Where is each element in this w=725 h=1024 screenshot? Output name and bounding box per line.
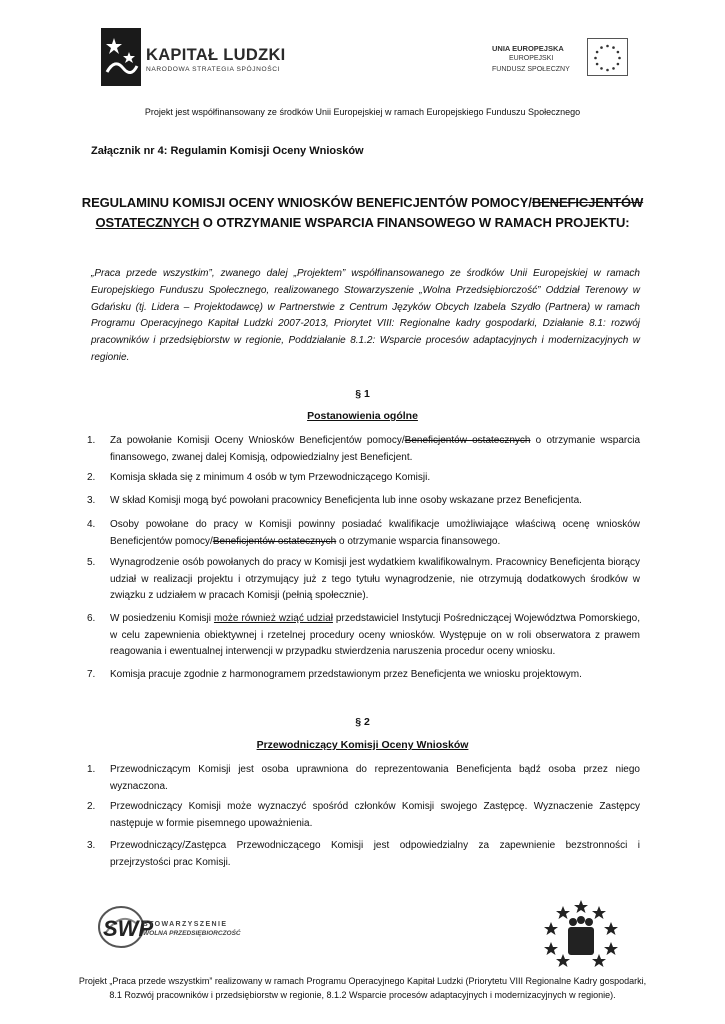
swp-logo-letters: SWP <box>103 916 154 941</box>
list-item-text: Wynagrodzenie osób powołanych do pracy w Komisji jest wydatkiem kwalifikowalnym. Pracownicy Beneficjenta biorący udział w realizacji projektu i otrzymujący już z tego tytułu wynagrodzenie, nie otrzymują dodatkowych środków w związku z udziałem w pracach Komisji (pełnią społecznie). <box>110 557 640 601</box>
annex-title: Załącznik nr 4: Regulamin Komisji Oceny Wniosków <box>91 145 364 157</box>
list-item-number: 2. <box>87 801 96 812</box>
main-title-part2: O OTRZYMANIE WSPARCIA FINANSOWEGO W RAMACH PROJEKTU: <box>199 215 630 230</box>
main-title-strike2: OSTATECZNYCH <box>95 215 200 230</box>
list-item-text: Przewodniczącym Komisji jest osoba uprawniona do reprezentowania Beneficjenta bądź osoba przez niego wyznaczona. <box>110 764 640 792</box>
list-item <box>87 667 640 684</box>
section2-symbol: § 2 <box>355 716 370 728</box>
list-item-number: 6. <box>87 613 96 624</box>
list-item-text: Za powołanie Komisji Oceny Wniosków Beneficjentów pomocy/ <box>110 435 405 446</box>
list-item-text: Przewodniczący/Zastępca Przewodniczącego Komisji jest odpowiedzialny za zapewnienie bezstronności i przejrzystości prac Komisji. <box>110 840 640 868</box>
kapital-ludzki-name: KAPITAŁ LUDZKI <box>146 46 286 64</box>
list-item-text-cont: o otrzymanie wsparcia finansowego, zwanej dalej Komisją, odpowiedzialny jest Beneficjent. <box>110 435 641 463</box>
cofinancing-note: Projekt jest współfinansowany ze środków Unii Europejskiej w ramach Europejskiego Funduszu Społecznego <box>144 107 581 117</box>
swp-logo-sub1: STOWARZYSZENIE <box>143 921 228 928</box>
list-item-text-cont: przedstawiciel Instytucji Pośredniczącej Województwa Pomorskiego, w celu zapewnienia obiektywnej i rzetelnej procedury oceny wniosków. Występuje on w roli obserwatora z prawem reagowania i ewentualnej interwencji w przypadku stwierdzenia naruszenia procedur oceny wniosku. <box>110 613 640 657</box>
list-item-underline: może również wziąć udział <box>213 613 333 624</box>
list-item-number: 1. <box>87 435 96 446</box>
eu-label-line1: UNIA EUROPEJSKA <box>492 44 564 53</box>
list-item <box>87 555 640 605</box>
list-item <box>87 838 640 871</box>
list-item-text: Osoby powołane do pracy w Komisji powinny posiadać kwalifikacje umożliwiające właściwą ocenę wniosków Beneficjentów pomocy/ <box>110 519 640 547</box>
list-item-number: 2. <box>87 472 96 483</box>
list-item <box>87 433 641 466</box>
swp-logo-sub2: WOLNA PRZEDSIĘBIORCZOŚĆ <box>143 930 241 937</box>
list-item <box>87 470 640 487</box>
kapital-ludzki-logo-icon <box>101 28 141 86</box>
list-item-number: 3. <box>87 840 96 851</box>
list-item <box>87 611 640 661</box>
list-item-text: W skład Komisji mogą być powołani pracownicy Beneficjenta lub inne osoby wskazane przez Beneficjenta. <box>110 495 582 506</box>
main-title-part1: REGULAMINU KOMISJI OCENY WNIOSKÓW BENEFICJENTÓW POMOCY/ <box>81 195 532 210</box>
list-item-strike: Beneficjentów ostatecznych <box>404 435 531 446</box>
list-item <box>87 799 640 832</box>
list-item-number: 3. <box>87 495 96 506</box>
list-item-text: Komisja składa się z minimum 4 osób w tym Przewodniczącego Komisji. <box>110 472 431 483</box>
partner-stars-logo-icon <box>541 898 621 968</box>
main-title <box>80 193 645 233</box>
intro-paragraph: „Praca przede wszystkim”, zwanego dalej „Projektem” współfinansowanego ze środków Unii Europejskiej w ramach Europejskiego Funduszu Społecznego, realizowanego Stowarzyszenie „Wolna Przedsiębiorczość” Oddział Terenowy w Gdańsku (tj. Lidera – Projektodawcę) w Partnerstwie z Centrum Języków Obcych Izabela Szydło (Partnera) w ramach Programu Operacyjnego Kapitał Ludzki 2007-2013, Priorytet VIII: Regionalne kadry gospodarki, Działanie 8.1: rozwój pracowników i przedsiębiorstw w regionie, Poddziałanie 8.1.2: Wsparcie procesów adaptacyjnych i modernizacyjnych w regionie. <box>91 268 640 363</box>
list-item-text-cont: o otrzymanie wsparcia finansowego. <box>336 535 501 547</box>
section1-symbol: § 1 <box>355 388 370 400</box>
footer-note <box>0 974 725 1002</box>
section2-heading: Przewodniczący Komisji Oceny Wniosków <box>256 739 469 751</box>
eu-label-line2: EUROPEJSKI <box>509 55 554 62</box>
list-item <box>87 493 640 510</box>
list-item-text: W posiedzeniu Komisji <box>110 613 214 624</box>
list-item-number: 1. <box>87 764 96 775</box>
list-item-number: 5. <box>87 557 96 568</box>
footer-line1: Projekt „Praca przede wszystkim” realizowany w ramach Programu Operacyjnego Kapitał Ludzki (Priorytetu VIII Regionalne Kadry gospodarki, <box>78 976 647 986</box>
eu-label-line3: FUNDUSZ SPOŁECZNY <box>492 66 570 73</box>
eu-flag-icon <box>587 38 628 76</box>
main-title-strike1: BENEFICJENTÓW <box>531 195 644 210</box>
list-item <box>87 762 640 795</box>
footer-line2: 8.1 Rozwój pracowników i przedsiębiorstw w regionie, 8.1.2 Wsparcie procesów adaptacyjnych i modernizacyjnych w regionie). <box>109 990 616 1000</box>
section1-heading: Postanowienia ogólne <box>307 410 418 422</box>
list-item-text: Komisja pracuje zgodnie z harmonogramem przedstawionym przez Beneficjenta we wniosku projektowym. <box>110 669 582 680</box>
kapital-ludzki-subtitle: NARODOWA STRATEGIA SPÓJNOŚCI <box>146 66 281 73</box>
list-item-number: 7. <box>87 669 96 680</box>
list-item-number: 4. <box>87 519 96 530</box>
list-item-strike: Beneficjentów ostatecznych <box>212 535 337 547</box>
list-item <box>87 517 640 550</box>
list-item-text: Przewodniczący Komisji może wyznaczyć spośród członków Komisji swojego Zastępcę. Wyznaczenie Zastępcy następuje w formie pisemnego upoważnienia. <box>110 801 640 829</box>
